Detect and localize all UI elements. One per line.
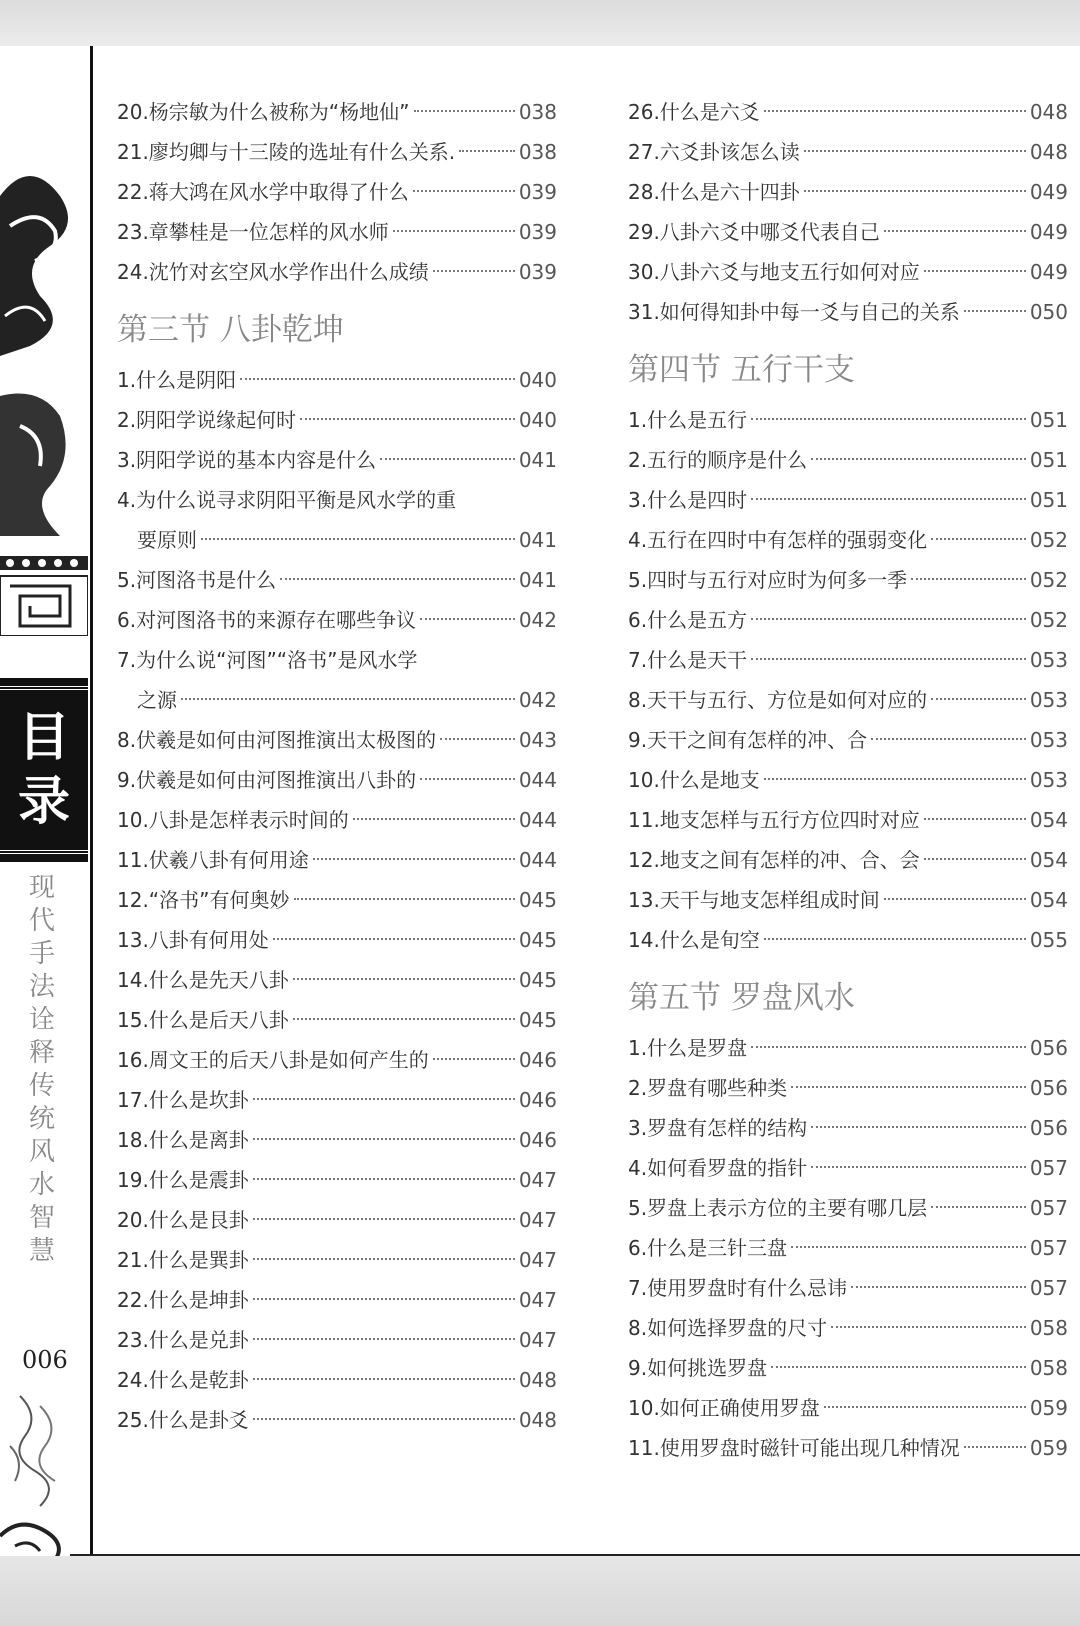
toc-entry[interactable] [117, 212, 557, 252]
toc-entry[interactable] [117, 840, 557, 880]
toc-entry-page: 042 [518, 688, 557, 712]
toc-entry[interactable] [628, 640, 1068, 680]
dot-leader [751, 1046, 1026, 1048]
toc-entry[interactable] [117, 400, 557, 440]
toc-entry-title: 7.为什么说“河图”“洛书”是风水学 [117, 648, 418, 672]
toc-entry-title: 5.河图洛书是什么 [117, 568, 277, 592]
dot-leader [253, 1258, 515, 1260]
toc-entry[interactable] [628, 1108, 1068, 1148]
dot-leader [964, 310, 1026, 312]
toc-entry-page: 044 [518, 768, 557, 792]
toc-entry-page: 041 [518, 528, 557, 552]
toc-entry-title: 3.罗盘有怎样的结构 [628, 1116, 808, 1140]
toc-entry[interactable] [117, 440, 557, 480]
dot-leader [280, 578, 515, 580]
scan-bottom-edge [0, 1556, 1080, 1626]
dot-leader [253, 1138, 515, 1140]
toc-entry-page: 043 [518, 728, 557, 752]
toc-entry[interactable] [628, 760, 1068, 800]
dot-leader [764, 110, 1026, 112]
toc-entry-page: 049 [1029, 220, 1068, 244]
toc-entry-title: 9.天干之间有怎样的冲、合 [628, 728, 868, 752]
toc-entry[interactable] [117, 640, 557, 680]
toc-entry-page: 041 [518, 568, 557, 592]
dot-leader [751, 658, 1026, 660]
dot-leader [811, 458, 1026, 460]
dot-leader [964, 1446, 1026, 1448]
dot-leader [459, 150, 515, 152]
dot-leader [393, 230, 515, 232]
dot-leader [924, 858, 1026, 860]
toc-entry[interactable] [117, 360, 557, 400]
toc-entry-title: 8.如何选择罗盘的尺寸 [628, 1316, 828, 1340]
toc-entry[interactable] [628, 400, 1068, 440]
toc-entry[interactable] [628, 1188, 1068, 1228]
toc-entry[interactable] [117, 520, 557, 560]
dot-leader [871, 738, 1026, 740]
toc-entry-page: 057 [1029, 1196, 1068, 1220]
dot-leader [181, 698, 515, 700]
dot-leader [293, 978, 515, 980]
toc-entry-title: 10.如何正确使用罗盘 [628, 1396, 820, 1420]
toc-entry-title: 3.什么是四时 [628, 488, 748, 512]
toc-entry-title: 24.沈竹对玄空风水学作出什么成绩 [117, 260, 429, 284]
toc-entry-title: 20.杨宗敏为什么被称为“杨地仙” [117, 100, 410, 124]
toc-entry-page: 038 [518, 100, 557, 124]
toc-entry-page: 058 [1029, 1356, 1068, 1380]
toc-entry-title: 1.什么是罗盘 [628, 1036, 748, 1060]
toc-entry[interactable] [628, 172, 1068, 212]
toc-entry[interactable] [117, 1160, 557, 1200]
dot-leader [253, 1178, 515, 1180]
toc-entry-page: 047 [518, 1168, 557, 1192]
toc-entry-page: 057 [1029, 1156, 1068, 1180]
toc-entry-page: 058 [1029, 1316, 1068, 1340]
dot-leader [751, 618, 1026, 620]
dot-leader [884, 898, 1026, 900]
toc-entry-page: 059 [1029, 1436, 1068, 1460]
scan-top-edge [0, 0, 1080, 46]
toc-entry-title: 25.什么是卦爻 [117, 1408, 249, 1432]
page-number: 006 [22, 1346, 68, 1374]
toc-entry[interactable] [628, 252, 1068, 292]
toc-entry-page: 048 [1029, 140, 1068, 164]
toc-entry-page: 056 [1029, 1036, 1068, 1060]
toc-entry-page: 048 [518, 1408, 557, 1432]
toc-entry-title: 4.为什么说寻求阴阳平衡是风水学的重 [117, 488, 457, 512]
toc-entry[interactable] [628, 880, 1068, 920]
toc-entry-title: 14.什么是先天八卦 [117, 968, 289, 992]
toc-entry-title: 6.什么是三针三盘 [628, 1236, 788, 1260]
dot-leader [300, 418, 515, 420]
dot-leader [253, 1098, 515, 1100]
toc-entry-page: 044 [518, 808, 557, 832]
toc-entry-title: 22.什么是坤卦 [117, 1288, 249, 1312]
toc-entry[interactable] [628, 1348, 1068, 1388]
toc-entry-page: 042 [518, 608, 557, 632]
toc-entry[interactable] [628, 1028, 1068, 1068]
toc-entry-page: 040 [518, 368, 557, 392]
toc-entry-page: 052 [1029, 608, 1068, 632]
toc-entry[interactable] [628, 132, 1068, 172]
toc-entry-page: 054 [1029, 848, 1068, 872]
toc-entry-title: 2.罗盘有哪些种类 [628, 1076, 788, 1100]
toc-entry-title: 之源 [137, 688, 177, 712]
toc-entry-page: 053 [1029, 728, 1068, 752]
toc-entry-page: 052 [1029, 568, 1068, 592]
toc-entry-title: 18.什么是离卦 [117, 1128, 249, 1152]
toc-entry-page: 055 [1029, 928, 1068, 952]
toc-entry[interactable] [628, 800, 1068, 840]
toc-entry[interactable] [117, 1200, 557, 1240]
toc-entry[interactable] [117, 172, 557, 212]
book-page [0, 46, 1080, 1556]
toc-entry[interactable] [628, 600, 1068, 640]
toc-entry-title: 21.廖均卿与十三陵的选址有什么关系. [117, 140, 456, 164]
toc-entry-title: 26.什么是六爻 [628, 100, 760, 124]
toc-entry[interactable] [117, 880, 557, 920]
toc-entry-title: 11.地支怎样与五行方位四时对应 [628, 808, 920, 832]
dot-leader [440, 738, 515, 740]
dot-leader [293, 1018, 515, 1020]
toc-entry[interactable] [628, 720, 1068, 760]
dot-leader [294, 898, 515, 900]
toc-entry[interactable] [117, 132, 557, 172]
dot-leader [771, 1366, 1026, 1368]
toc-entry-page: 044 [518, 848, 557, 872]
toc-entry[interactable] [117, 1040, 557, 1080]
toc-entry-title: 10.什么是地支 [628, 768, 760, 792]
toc-entry-title: 7.什么是天干 [628, 648, 748, 672]
toc-entry-page: 057 [1029, 1276, 1068, 1300]
toc-right-column [628, 92, 1068, 1468]
toc-entry[interactable] [117, 1240, 557, 1280]
toc-title-char-2: 录 [17, 771, 70, 832]
toc-entry[interactable] [628, 560, 1068, 600]
toc-entry-page: 049 [1029, 260, 1068, 284]
toc-entry-title: 要原则 [137, 528, 197, 552]
toc-entry-title: 20.什么是艮卦 [117, 1208, 249, 1232]
toc-entry[interactable] [117, 480, 557, 520]
toc-entry-title: 9.如何挑选罗盘 [628, 1356, 768, 1380]
toc-entry-title: 13.八卦有何用处 [117, 928, 269, 952]
toc-entry-title: 11.使用罗盘时磁针可能出现几种情况 [628, 1436, 960, 1460]
toc-entry-title: 7.使用罗盘时有什么忌讳 [628, 1276, 848, 1300]
toc-entry-page: 046 [518, 1128, 557, 1152]
toc-entry[interactable] [117, 920, 557, 960]
toc-entry-title: 6.什么是五方 [628, 608, 748, 632]
toc-entry-title: 19.什么是震卦 [117, 1168, 249, 1192]
toc-entry-title: 1.什么是阴阳 [117, 368, 237, 392]
dot-leader [253, 1378, 515, 1380]
toc-entry-title: 15.什么是后天八卦 [117, 1008, 289, 1032]
dot-leader [811, 1166, 1026, 1168]
cloud-pattern-ornament [0, 136, 88, 636]
dot-leader [253, 1418, 515, 1420]
toc-entry[interactable] [117, 1400, 557, 1440]
dot-leader [253, 1338, 515, 1340]
dot-leader [764, 938, 1026, 940]
toc-entry-title: 28.什么是六十四卦 [628, 180, 800, 204]
toc-entry[interactable] [117, 1360, 557, 1400]
vertical-subtitle: 现代手法诠释传统风水智慧 [28, 873, 55, 1266]
toc-entry-page: 053 [1029, 688, 1068, 712]
toc-entry[interactable] [117, 252, 557, 292]
dot-leader [764, 778, 1026, 780]
toc-entry-title: 6.对河图洛书的来源存在哪些争议 [117, 608, 417, 632]
toc-entry-page: 051 [1029, 488, 1068, 512]
toc-entry-title: 23.章攀桂是一位怎样的风水师 [117, 220, 389, 244]
toc-entry-title: 2.阴阳学说缘起何时 [117, 408, 297, 432]
toc-entry-title: 11.伏羲八卦有何用途 [117, 848, 309, 872]
toc-entry[interactable] [117, 960, 557, 1000]
toc-entry[interactable] [628, 92, 1068, 132]
dot-leader [831, 1326, 1026, 1328]
toc-entry[interactable] [117, 1080, 557, 1120]
toc-entry[interactable] [628, 1068, 1068, 1108]
dot-leader [791, 1086, 1026, 1088]
toc-entry-title: 14.什么是旬空 [628, 928, 760, 952]
toc-entry-page: 045 [518, 928, 557, 952]
dot-leader [931, 538, 1026, 540]
dot-leader [253, 1298, 515, 1300]
dot-leader [313, 858, 515, 860]
toc-entry[interactable] [117, 600, 557, 640]
dot-leader [240, 378, 515, 380]
toc-entry[interactable] [117, 720, 557, 760]
toc-entry-title: 13.天干与地支怎样组成时间 [628, 888, 880, 912]
toc-entry[interactable] [117, 1120, 557, 1160]
toc-entry-page: 052 [1029, 528, 1068, 552]
toc-entry-title: 5.罗盘上表示方位的主要有哪几层 [628, 1196, 928, 1220]
toc-entry-page: 040 [518, 408, 557, 432]
toc-entry[interactable] [628, 680, 1068, 720]
toc-entry-page: 054 [1029, 808, 1068, 832]
toc-entry[interactable] [117, 1280, 557, 1320]
toc-entry-title: 1.什么是五行 [628, 408, 748, 432]
dot-leader [791, 1246, 1026, 1248]
dot-leader [433, 1058, 515, 1060]
toc-entry-title: 4.五行在四时中有怎样的强弱变化 [628, 528, 928, 552]
toc-entry-page: 048 [518, 1368, 557, 1392]
toc-entry-title: 5.四时与五行对应时为何多一季 [628, 568, 908, 592]
toc-entry-page: 050 [1029, 300, 1068, 324]
dot-leader [751, 498, 1026, 500]
dot-leader [931, 1206, 1026, 1208]
toc-entry-page: 039 [518, 220, 557, 244]
dot-leader [353, 818, 515, 820]
toc-entry-title: 9.伏羲是如何由河图推演出八卦的 [117, 768, 417, 792]
dot-leader [811, 1126, 1026, 1128]
toc-entry-page: 051 [1029, 448, 1068, 472]
dot-leader [931, 698, 1026, 700]
toc-entry-title: 24.什么是乾卦 [117, 1368, 249, 1392]
toc-left-column [117, 92, 557, 1440]
dot-leader [433, 270, 515, 272]
toc-entry-title: 2.五行的顺序是什么 [628, 448, 808, 472]
dot-leader [804, 190, 1026, 192]
toc-entry[interactable] [628, 480, 1068, 520]
toc-entry[interactable] [628, 440, 1068, 480]
section-heading: 第四节 五行干支 [628, 352, 855, 388]
toc-entry[interactable] [628, 840, 1068, 880]
toc-entry-page: 038 [518, 140, 557, 164]
toc-entry-page: 047 [518, 1328, 557, 1352]
toc-entry[interactable] [628, 1148, 1068, 1188]
toc-entry[interactable] [117, 680, 557, 720]
toc-entry-title: 30.八卦六爻与地支五行如何对应 [628, 260, 920, 284]
toc-entry-title: 10.八卦是怎样表示时间的 [117, 808, 349, 832]
toc-entry-page: 039 [518, 180, 557, 204]
dot-leader [851, 1286, 1026, 1288]
toc-title-char-1: 目 [17, 707, 70, 768]
dot-leader [924, 270, 1026, 272]
toc-entry[interactable] [117, 1320, 557, 1360]
spine-divider [90, 46, 93, 1556]
toc-entry-title: 31.如何得知卦中每一爻与自己的关系 [628, 300, 960, 324]
toc-title-block [0, 686, 88, 854]
toc-entry-page: 053 [1029, 648, 1068, 672]
toc-entry[interactable] [117, 800, 557, 840]
toc-entry-title: 8.伏羲是如何由河图推演出太极图的 [117, 728, 437, 752]
toc-entry-title: 27.六爻卦该怎么读 [628, 140, 800, 164]
toc-entry[interactable] [628, 292, 1068, 332]
toc-entry-title: 17.什么是坎卦 [117, 1088, 249, 1112]
dot-leader [273, 938, 515, 940]
toc-entry-page: 046 [518, 1088, 557, 1112]
dot-leader [201, 538, 515, 540]
toc-entry[interactable] [628, 920, 1068, 960]
dot-leader [824, 1406, 1026, 1408]
toc-entry-page: 041 [518, 448, 557, 472]
dot-leader [420, 618, 515, 620]
dot-leader [751, 418, 1026, 420]
toc-entry-title: 3.阴阳学说的基本内容是什么 [117, 448, 377, 472]
dot-leader [911, 578, 1026, 580]
toc-entry-title: 21.什么是巽卦 [117, 1248, 249, 1272]
toc-entry-page: 056 [1029, 1116, 1068, 1140]
dot-leader [414, 110, 515, 112]
dot-leader [253, 1218, 515, 1220]
dot-leader [804, 150, 1026, 152]
toc-entry[interactable] [117, 760, 557, 800]
dot-leader [413, 190, 515, 192]
toc-entry-title: 22.蒋大鸿在风水学中取得了什么 [117, 180, 409, 204]
toc-entry[interactable] [117, 560, 557, 600]
toc-entry[interactable] [117, 1000, 557, 1040]
toc-entry-title: 12.“洛书”有何奥妙 [117, 888, 290, 912]
toc-entry-page: 051 [1029, 408, 1068, 432]
toc-entry-page: 059 [1029, 1396, 1068, 1420]
toc-entry-page: 045 [518, 968, 557, 992]
toc-entry-page: 047 [518, 1248, 557, 1272]
toc-entry-title: 12.地支之间有怎样的冲、合、会 [628, 848, 920, 872]
toc-entry[interactable] [628, 212, 1068, 252]
toc-entry-page: 054 [1029, 888, 1068, 912]
toc-entry-page: 047 [518, 1288, 557, 1312]
toc-entry[interactable] [628, 1268, 1068, 1308]
toc-entry-page: 045 [518, 888, 557, 912]
toc-entry-page: 049 [1029, 180, 1068, 204]
toc-entry[interactable] [628, 1228, 1068, 1268]
dot-leader [924, 818, 1026, 820]
toc-entry-page: 046 [518, 1048, 557, 1072]
toc-entry[interactable] [628, 520, 1068, 560]
toc-entry-page: 045 [518, 1008, 557, 1032]
toc-entry[interactable] [628, 1388, 1068, 1428]
toc-entry[interactable] [628, 1308, 1068, 1348]
toc-entry-page: 048 [1029, 100, 1068, 124]
toc-entry-page: 039 [518, 260, 557, 284]
dot-leader [420, 778, 515, 780]
toc-entry-page: 053 [1029, 768, 1068, 792]
toc-entry-page: 047 [518, 1208, 557, 1232]
section-heading: 第三节 八卦乾坤 [117, 312, 344, 348]
toc-entry[interactable] [628, 1428, 1068, 1468]
dot-leader [380, 458, 515, 460]
toc-entry-page: 056 [1029, 1076, 1068, 1100]
toc-entry-page: 057 [1029, 1236, 1068, 1260]
toc-entry-title: 29.八卦六爻中哪爻代表自己 [628, 220, 880, 244]
toc-entry-title: 16.周文王的后天八卦是如何产生的 [117, 1048, 429, 1072]
section-heading: 第五节 罗盘风水 [628, 980, 855, 1016]
toc-entry-title: 8.天干与五行、方位是如何对应的 [628, 688, 928, 712]
toc-entry[interactable] [117, 92, 557, 132]
dot-leader [884, 230, 1026, 232]
toc-entry-title: 23.什么是兑卦 [117, 1328, 249, 1352]
toc-entry-title: 4.如何看罗盘的指针 [628, 1156, 808, 1180]
